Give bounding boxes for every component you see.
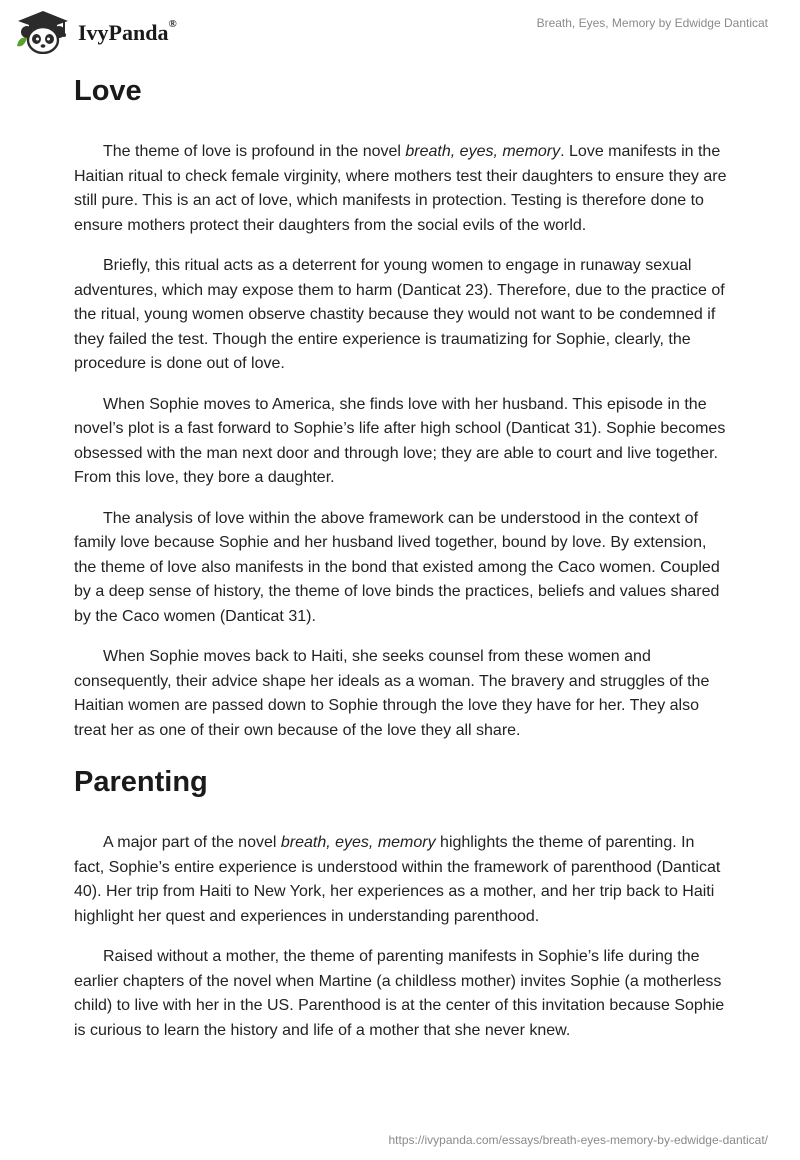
paragraph-text: highlights the theme of parenting. In fact, Sophie’s entire experience is understood within the framework of parenthood (Danticat 40). Her trip from Haiti to New York, her experiences as a mother, and her trip back to Haiti highlight her quest and experiences in understanding parenthood. (74, 834, 721, 925)
logo-name: IvyPanda (78, 20, 169, 45)
paragraph: When Sophie moves to America, she finds love with her husband. This episode in the novel’s plot is a fast forward to Sophie’s life after high school (Danticat 31). Sophie becomes obsessed with the man next door and through love; they are able to court and live together. From this love, they bore a daughter. (74, 395, 726, 486)
ivypanda-logo[interactable] (14, 8, 214, 54)
section-heading-love: Love (74, 75, 142, 107)
paragraph-text: The theme of love is profound in the novel (103, 143, 406, 160)
panda-graduate-icon (14, 8, 72, 54)
logo-registered-mark: ® (168, 18, 177, 30)
logo-wordmark (78, 20, 177, 46)
paragraph (74, 140, 728, 238)
section-heading-parenting: Parenting (74, 766, 208, 798)
source-url-link[interactable]: https://ivypanda.com/essays/breath-eyes-memory-by-edwidge-danticat/ (388, 1133, 768, 1147)
paragraph-text: . Love manifests in the Haitian ritual to check female virginity, where mothers test their daughters to ensure they are still pure. This is an act of love, which manifests in protection. Testing is therefore done to ensure mothers protect their daughters from the social evils of the world. (74, 143, 727, 234)
paragraph-text: A major part of the novel (103, 834, 281, 851)
page-header (0, 0, 800, 60)
essay-content (74, 68, 728, 1059)
book-title-emphasis: breath, eyes, memory (280, 834, 436, 851)
book-title-emphasis: breath, eyes, memory (405, 143, 561, 160)
paragraph: Raised without a mother, the theme of parenting manifests in Sophie’s life during the earlier chapters of the novel when Martine (a childless mother) invites Sophie (a motherless child) to live with her in the US. Parenthood is at the center of this invitation because Sophie is curious to learn the history and life of a mother that she never knew. (74, 948, 725, 1039)
paragraph (74, 831, 728, 929)
paragraph: When Sophie moves back to Haiti, she seeks counsel from these women and consequently, their advice shape her ideals as a woman. The bravery and struggles of the Haitian women are passed down to Sophie through the love they have for her. They also treat her as one of their own because of the love they all share. (74, 648, 710, 739)
paragraph: The analysis of love within the above framework can be understood in the context of family love because Sophie and her husband lived together, bound by love. By extension, the theme of love also manifests in the bond that existed among the Caco women. Coupled by a deep sense of history, the theme of love binds the practices, beliefs and values shared by the Caco women (Danticat 31). (74, 509, 720, 625)
paragraph: Briefly, this ritual acts as a deterrent for young women to engage in runaway sexual adventures, which may expose them to harm (Danticat 23). Therefore, due to the practice of the ritual, young women observe chastity because they would not want to be condemned if they failed the test. Though the entire experience is traumatizing for Sophie, clearly, the procedure is done out of love. (74, 257, 725, 372)
document-title: Breath, Eyes, Memory by Edwidge Danticat (536, 16, 768, 30)
